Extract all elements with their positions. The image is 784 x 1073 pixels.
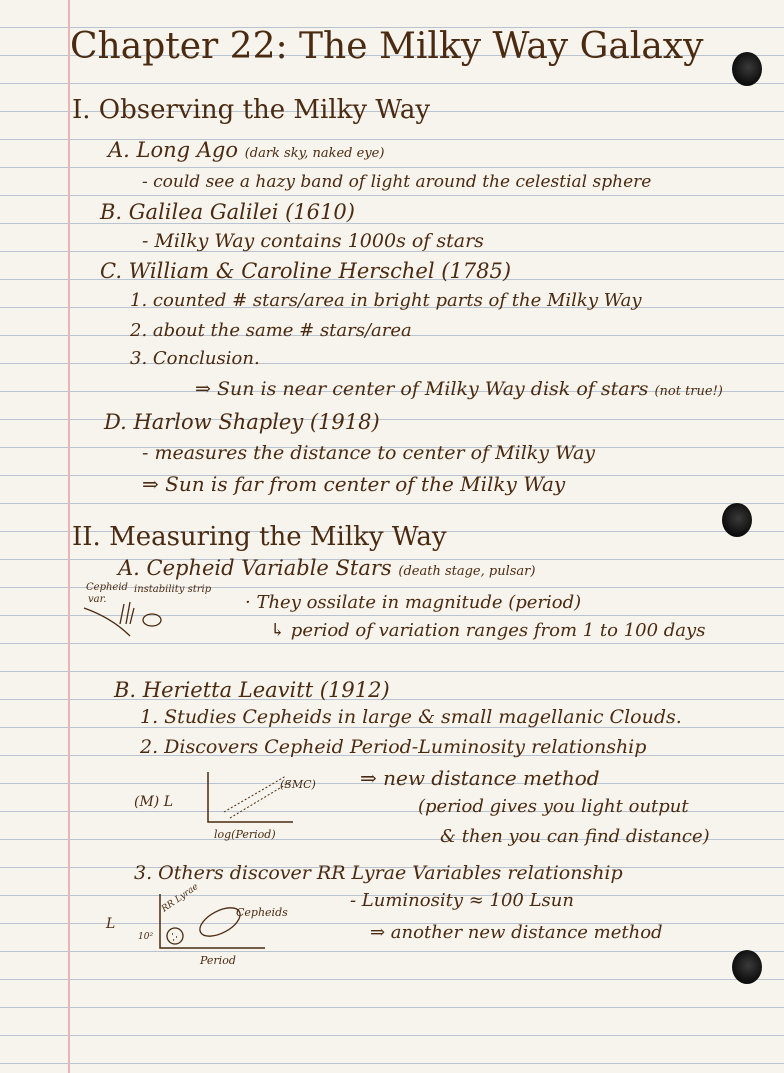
section-1a-heading — [108, 138, 384, 162]
section-2b-another-method: ⇒ another new distance method — [370, 922, 663, 943]
instability-strip-marks — [120, 602, 134, 624]
section-2a-detail-1: · They ossilate in magnitude (period) — [245, 592, 582, 613]
section-2a-detail-2: ↳ period of variation ranges from 1 to 100 days — [270, 620, 706, 641]
section-1d-heading: D. Harlow Shapley (1918) — [104, 410, 380, 434]
graph2-ylabel: L — [106, 916, 116, 932]
section-1d-detail-1: - measures the distance to center of Milky Way — [142, 442, 596, 464]
section-2b-item-3: 3. Others discover RR Lyrae Variables relationship — [134, 862, 623, 884]
section-2b-paren-1: (period gives you light output — [418, 796, 689, 817]
section-2b-luminosity: - Luminosity ≈ 100 Lsun — [350, 890, 574, 911]
section-1c-conclusion — [195, 378, 723, 400]
section-1c-item-2: 2. about the same # stars/area — [130, 320, 412, 341]
graph1-band-upper — [224, 776, 286, 812]
rr-lyrae-graph — [100, 881, 310, 976]
section-1a-detail: - could see a hazy band of light around the celestial sphere — [142, 172, 652, 192]
section-2-heading: II. Measuring the Milky Way — [72, 522, 447, 552]
section-1a-note: (dark sky, naked eye) — [244, 146, 385, 161]
section-2b-item-2: 2. Discovers Cepheid Period-Luminosity relationship — [140, 736, 647, 758]
graph2-rr-label: RR Lyrae — [159, 881, 201, 915]
section-2b-method: ⇒ new distance method — [360, 766, 600, 790]
section-1a-title: A. Long Ago — [108, 138, 238, 162]
section-1-heading: I. Observing the Milky Way — [72, 95, 431, 125]
period-luminosity-graph — [128, 762, 358, 848]
main-sequence-curve — [84, 608, 130, 636]
section-1b-detail: - Milky Way contains 1000s of stars — [142, 230, 484, 252]
section-1c-conclusion-note: (not true!) — [654, 384, 723, 399]
section-2a-heading — [118, 556, 535, 580]
graph2-cepheid-label: Cepheids — [236, 906, 288, 919]
rr-lyrae-cluster — [167, 928, 183, 944]
graph2-xlabel: Period — [200, 954, 236, 967]
graph1-xlabel: log(Period) — [214, 828, 276, 841]
sketch-label-cepheid: Cepheid — [86, 582, 128, 593]
section-2a-note: (death stage, pulsar) — [398, 564, 536, 579]
graph2-tick: 10² — [138, 932, 154, 942]
binder-hole-bottom — [732, 950, 762, 984]
section-1c-item-1: 1. counted # stars/area in bright parts of the Milky Way — [130, 290, 642, 311]
section-1b-heading: B. Galilea Galilei (1610) — [100, 200, 355, 224]
rr-lyrae-dots — [172, 934, 177, 940]
page-title: Chapter 22: The Milky Way Galaxy — [70, 26, 704, 67]
section-2b-heading: B. Herietta Leavitt (1912) — [114, 678, 390, 702]
binder-hole-top — [732, 52, 762, 86]
graph1-ylabel: (M) L — [134, 794, 174, 810]
section-1c-item-3: 3. Conclusion. — [130, 348, 260, 369]
instability-strip-sketch — [82, 580, 242, 644]
section-2a-title: A. Cepheid Variable Stars — [118, 556, 392, 580]
section-1c-heading: C. William & Caroline Herschel (1785) — [100, 259, 512, 283]
section-1c-conclusion-text: ⇒ Sun is near center of Milky Way disk of stars — [195, 378, 649, 400]
sketch-label-var: var. — [88, 594, 107, 605]
cepheid-region-oval — [143, 614, 161, 626]
section-2b-item-1: 1. Studies Cepheids in large & small magellanic Clouds. — [140, 706, 682, 728]
section-1d-detail-2: ⇒ Sun is far from center of the Milky Way — [142, 472, 566, 496]
graph1-series-label: (SMC) — [280, 778, 316, 791]
sketch-label-strip: instability strip — [134, 584, 212, 595]
binder-hole-middle — [722, 503, 752, 537]
section-2b-paren-2: & then you can find distance) — [440, 826, 710, 847]
